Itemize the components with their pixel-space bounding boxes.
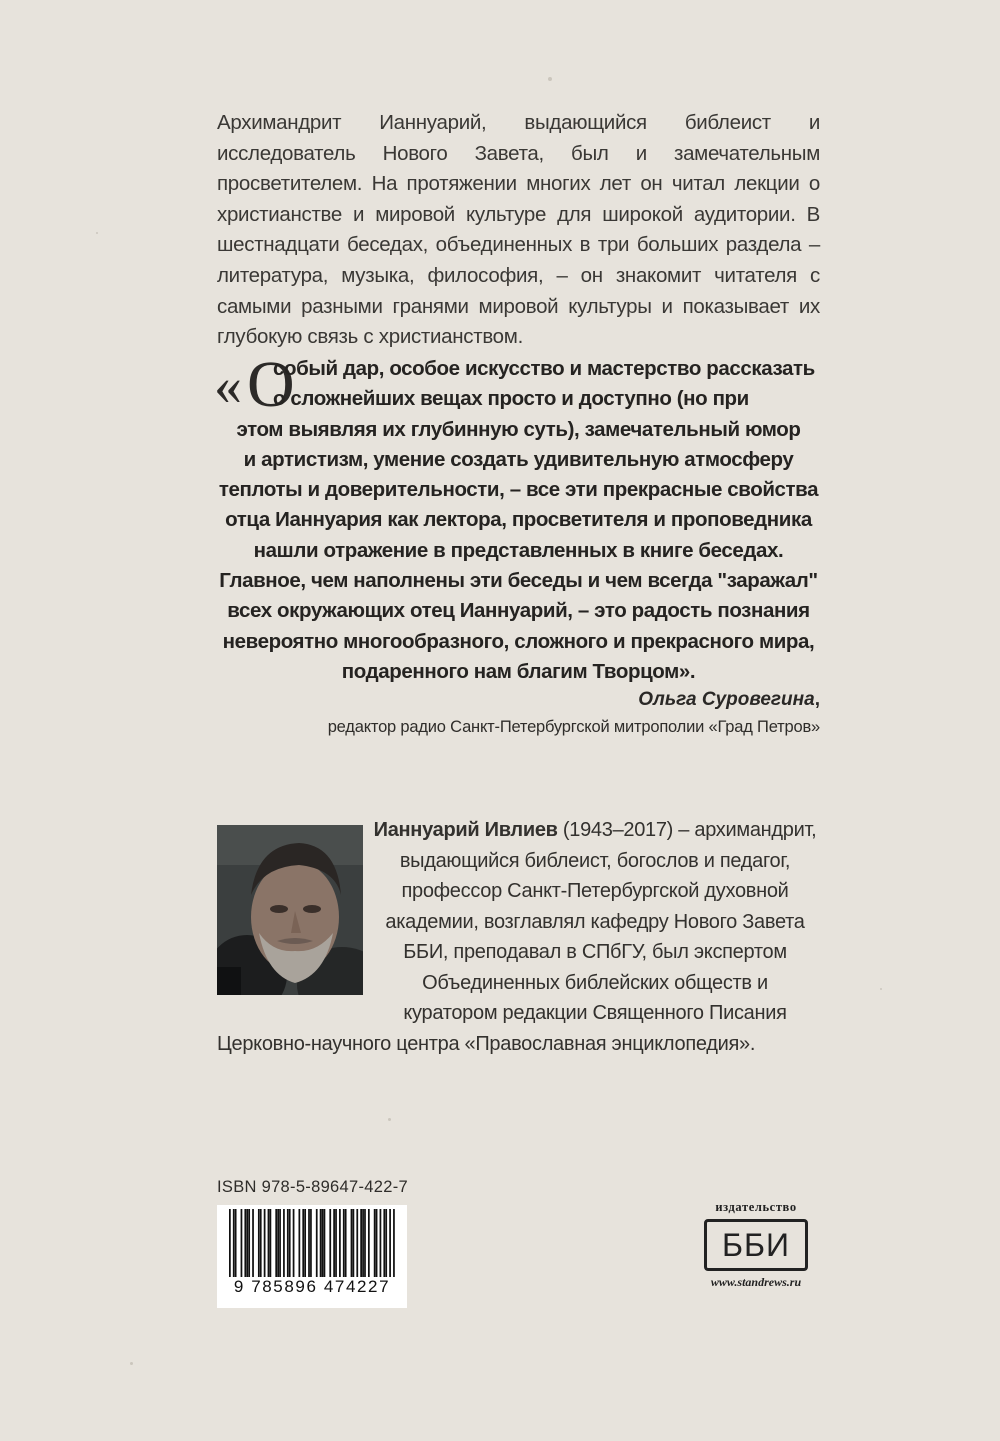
barcode-bar	[298, 1209, 300, 1279]
barcode-bar	[293, 1209, 295, 1279]
barcode-bar	[277, 1209, 279, 1279]
barcode-bar	[304, 1209, 306, 1279]
bio-line: академии, возглавлял кафедру Нового Завета	[385, 910, 805, 933]
quote-line: теплоты и доверительности, – все эти прекрасные свойства	[218, 478, 819, 502]
publisher-logo	[692, 1200, 820, 1290]
quote-author	[638, 689, 820, 711]
publisher-website: www.standrews.ru	[710, 1275, 802, 1289]
barcode-bar	[385, 1209, 387, 1279]
barcode-bar	[351, 1209, 353, 1279]
barcode-bar	[275, 1209, 277, 1279]
barcode-bar	[316, 1209, 318, 1279]
quote-line: и артистизм, умение создать удивительную атмосферу	[243, 447, 794, 471]
barcode-bar	[329, 1209, 331, 1279]
quote-line: подаренного нам благим Творцом».	[341, 659, 696, 683]
barcode-bar	[241, 1209, 243, 1279]
barcode-bar	[248, 1209, 250, 1279]
barcode-bar	[333, 1209, 335, 1279]
publisher-label: издательство	[715, 1200, 797, 1214]
barcode-bar	[362, 1209, 364, 1279]
author-bio	[217, 815, 820, 1059]
bio-line: Церковно-научного центра «Православная энциклопедия».	[217, 1032, 756, 1055]
intro-text: Архимандрит Ианнуарий, выдающийся библеист и исследователь Нового Завета, был и замечательным просветителем. На протяжении многих лет он читал лекции о христианстве и мировой культуре для широкой аудитории. В шестнадцати беседах, объединенных в три больших раздела – литература, музыка, философия, – он знакомит читателя с самыми разными гранями мировой культуры и показывает их глубокую связь с христианством.	[217, 111, 820, 349]
quote-line: о сложнейших вещах просто и доступно (но при	[273, 387, 749, 411]
publisher-logo-mark: ББИ	[704, 1219, 808, 1271]
barcode-bar	[376, 1209, 378, 1279]
bio-line: куратором редакции Священного Писания	[403, 1002, 787, 1024]
bio-line-text: (1943–2017) – архимандрит,	[557, 819, 817, 841]
quote-block	[217, 348, 820, 687]
barcode-bar	[283, 1209, 285, 1279]
barcode-bar	[380, 1209, 382, 1279]
quote-author-suffix: ,	[814, 689, 820, 710]
barcode-bar	[389, 1209, 391, 1279]
quote-line: невероятно многообразного, сложного и прекрасного мира,	[222, 629, 815, 653]
barcode-bar	[229, 1209, 231, 1279]
quote-line: всех окружающих отец Ианнуарий, – это радость познания	[227, 599, 810, 623]
barcode-bar	[289, 1209, 291, 1279]
barcode-bar	[360, 1209, 362, 1279]
barcode-bar	[383, 1209, 385, 1279]
barcode-bar	[244, 1209, 246, 1279]
quote-author-role: редактор радио Санкт-Петербургской митрополии «Град Петров»	[327, 718, 820, 736]
quote-line: этом выявляя их глубинную суть), замечательный юмор	[236, 417, 801, 441]
barcode-bar	[324, 1209, 326, 1279]
barcode-bar	[270, 1209, 272, 1279]
barcode-bars	[229, 1209, 395, 1279]
barcode-bar	[268, 1209, 270, 1279]
barcode-bar	[258, 1209, 260, 1279]
barcode-bar	[264, 1209, 266, 1279]
quote-open-mark: «	[214, 355, 242, 417]
quote-line: собый дар, особое искусство и мастерство рассказать	[273, 357, 815, 380]
quote-line: Главное, чем наполнены эти беседы и чем всегда "заражал"	[219, 569, 818, 593]
barcode-bar	[233, 1209, 235, 1279]
barcode-bar	[279, 1209, 281, 1279]
barcode-bar	[368, 1209, 370, 1279]
barcode-bar	[393, 1209, 395, 1279]
barcode-bar	[356, 1209, 358, 1279]
barcode-bar	[308, 1209, 310, 1279]
bio-line	[217, 815, 820, 846]
bio-line: ББИ, преподавал в СПбГУ, был экспертом	[403, 941, 787, 963]
barcode-bar	[302, 1209, 304, 1279]
barcode-bar	[235, 1209, 237, 1279]
barcode-bar	[335, 1209, 337, 1279]
bio-line: Объединенных библейских обществ и	[422, 971, 768, 994]
quote-line: отца Ианнуария как лектора, просветителя и проповедника	[225, 508, 812, 532]
bio-author-name: Ианнуарий Ивлиев	[373, 819, 558, 841]
quote-drop-cap: О	[247, 348, 295, 421]
barcode-number: 9 785896 474227	[217, 1277, 407, 1297]
barcode-bar	[374, 1209, 376, 1279]
barcode-bar	[320, 1209, 322, 1279]
bio-line: выдающийся библеист, богослов и педагог,	[399, 849, 791, 872]
isbn-label: ISBN 978-5-89647-422-7	[217, 1178, 408, 1196]
barcode-bar	[339, 1209, 341, 1279]
quote-line: нашли отражение в представленных в книге беседах.	[253, 538, 784, 562]
quote-author-name: Ольга Суровегина	[638, 689, 815, 710]
barcode	[217, 1205, 407, 1308]
barcode-bar	[310, 1209, 312, 1279]
barcode-bar	[364, 1209, 366, 1279]
barcode-bar	[345, 1209, 347, 1279]
barcode-bar	[246, 1209, 248, 1279]
bio-line: профессор Санкт-Петербургской духовной	[401, 880, 789, 902]
barcode-bar	[343, 1209, 345, 1279]
barcode-bar	[260, 1209, 262, 1279]
barcode-bar	[287, 1209, 289, 1279]
barcode-bar	[322, 1209, 324, 1279]
barcode-bar	[252, 1209, 254, 1279]
barcode-bar	[353, 1209, 355, 1279]
intro-paragraph	[217, 108, 820, 353]
